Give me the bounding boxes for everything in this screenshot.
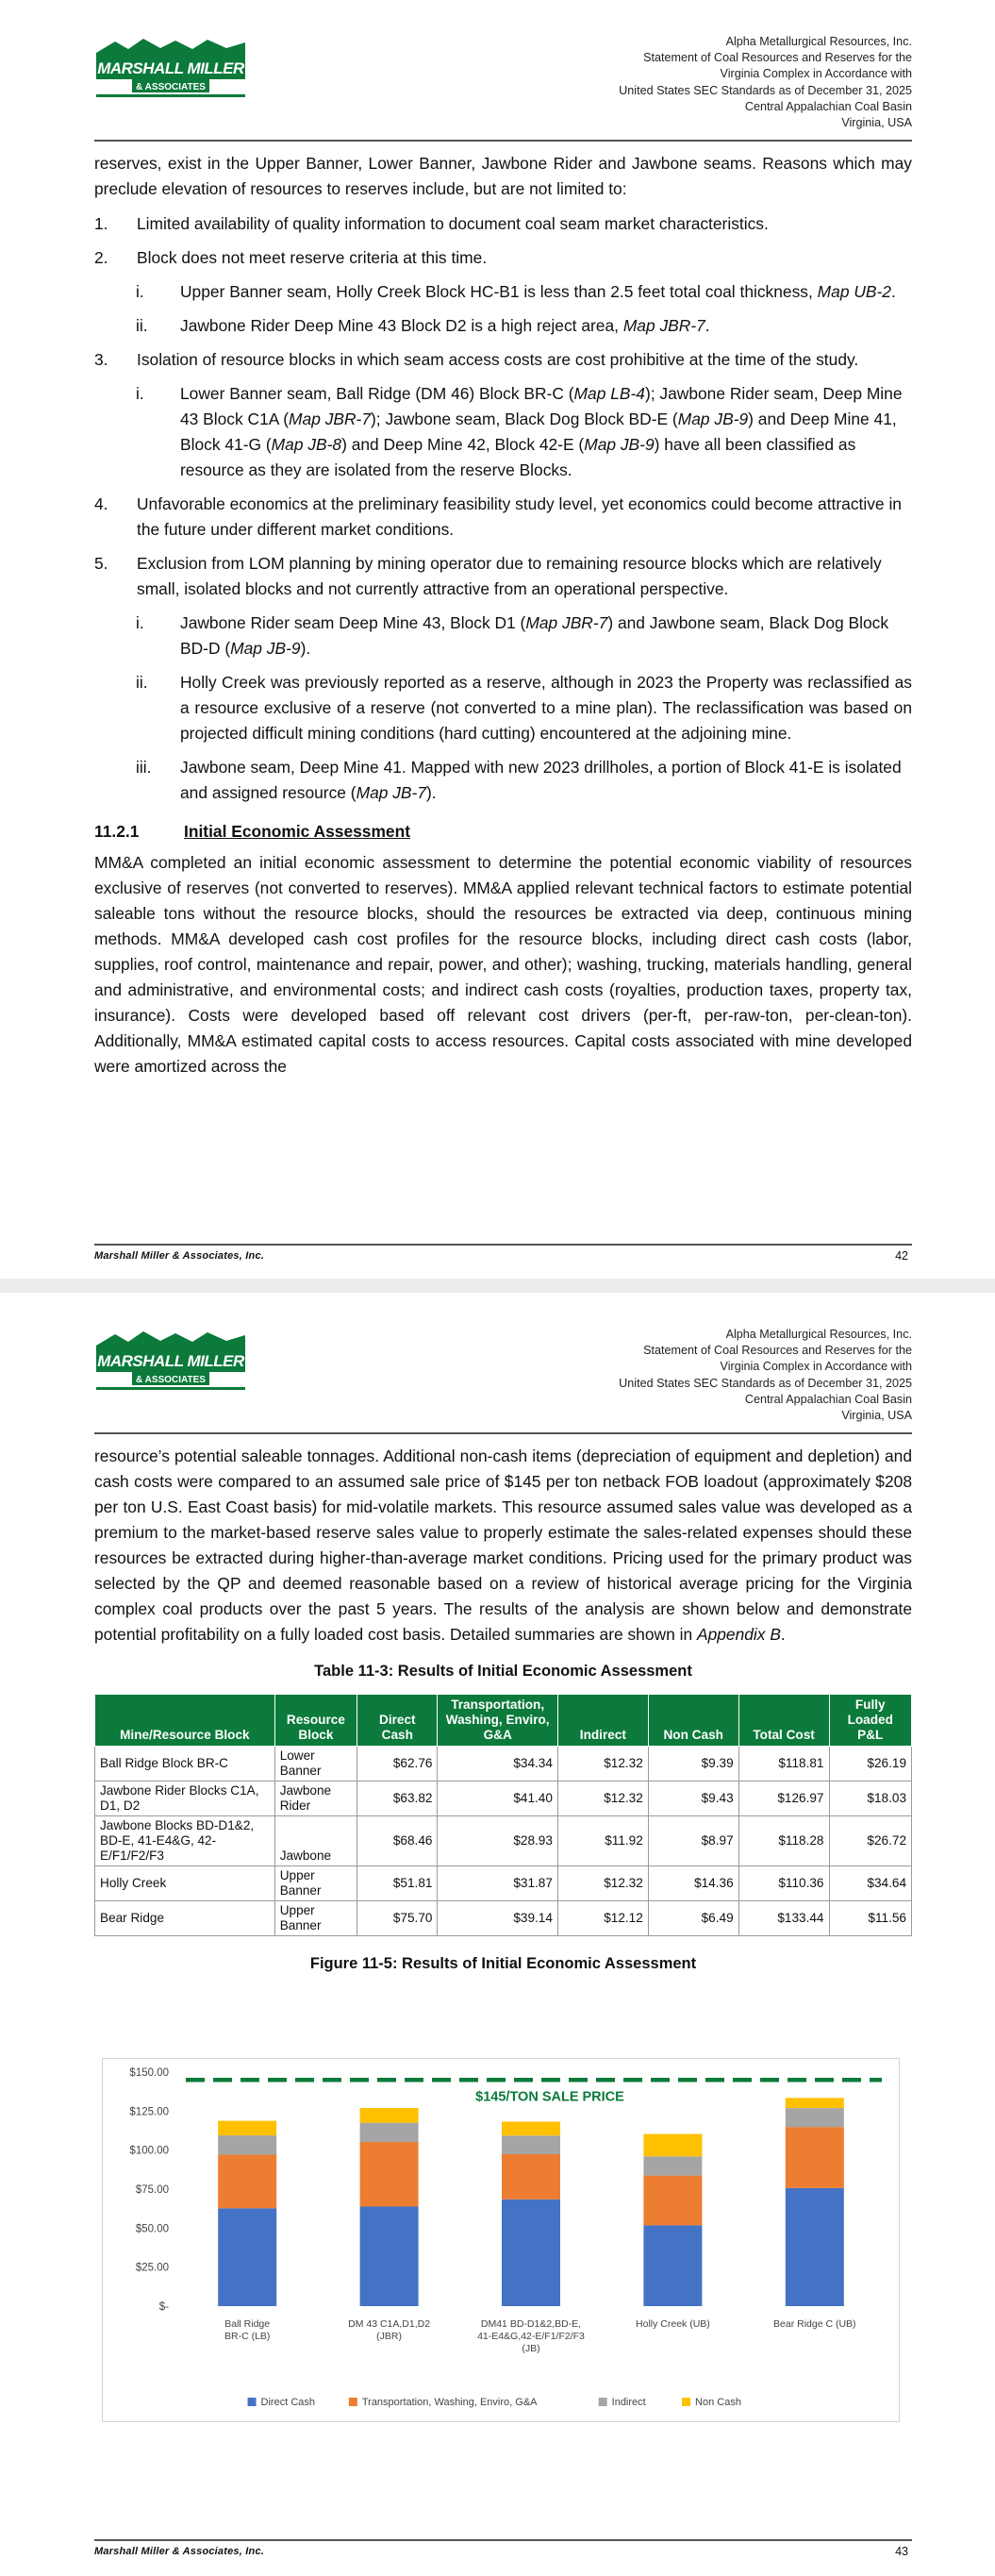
intro-paragraph: reserves, exist in the Upper Banner, Lower Banner, Jawbone Rider and Jawbone seams. Reasons which may preclude elevation of resources to reserves include, but are not limited to: xyxy=(94,154,912,198)
header-line-5: Central Appalachian Coal Basin xyxy=(744,1392,912,1406)
map-reference: Map JBR-7 xyxy=(289,410,372,428)
table-cell: $9.39 xyxy=(648,1747,738,1781)
bar-segment-non-cash xyxy=(786,2098,844,2108)
bar-segment-transportation-washing-enviro-g-a xyxy=(218,2154,276,2208)
company-logo xyxy=(94,36,247,104)
list-number: 1. xyxy=(94,214,108,233)
table-cell: $68.46 xyxy=(357,1816,438,1866)
table-cell: Jawbone Blocks BD-D1&2, BD-E, 41-E4&G, 42-E/F1/F2/F3 xyxy=(95,1816,275,1866)
table-row xyxy=(95,1866,912,1901)
x-tick-label: BR-C (LB) xyxy=(224,2331,271,2342)
punctuation: . xyxy=(705,316,710,335)
table-cell: $9.43 xyxy=(648,1781,738,1816)
table-cell: Ball Ridge Block BR-C xyxy=(95,1747,275,1781)
table-cell: Lower Banner xyxy=(274,1747,357,1781)
list-item-4 xyxy=(94,492,912,543)
column-header: Indirect xyxy=(557,1695,648,1747)
table-cell: $12.32 xyxy=(557,1866,648,1901)
footer-divider xyxy=(94,2539,912,2541)
stacked-bar-chart xyxy=(103,2059,899,2421)
x-tick-label: 41-E4&G,42-E/F1/F2/F3 xyxy=(477,2331,585,2342)
bar-segment-direct-cash xyxy=(502,2200,560,2306)
svg-text:MARSHALL MILLER: MARSHALL MILLER xyxy=(97,59,244,77)
table-cell: $110.36 xyxy=(738,1866,829,1901)
header-divider xyxy=(94,1432,912,1434)
table-cell: $18.03 xyxy=(829,1781,912,1816)
bar-segment-indirect xyxy=(360,2123,419,2142)
list-number: 3. xyxy=(94,350,108,369)
table-caption: Table 11-3: Results of Initial Economic Assessment xyxy=(314,1663,692,1680)
bar-segment-non-cash xyxy=(643,2134,702,2157)
punctuation: . xyxy=(890,282,896,301)
column-header: Non Cash xyxy=(648,1695,738,1747)
section-heading xyxy=(94,819,912,845)
map-reference: Map JB-7 xyxy=(356,783,426,802)
list-number: 2. xyxy=(94,248,108,267)
list-number: i. xyxy=(136,282,144,301)
list-item-3-i xyxy=(94,381,912,483)
section-number: 11.2.1 xyxy=(94,822,140,841)
table-cell: Upper Banner xyxy=(274,1901,357,1936)
list-item-5-iii xyxy=(94,755,912,806)
bar-segment-indirect xyxy=(502,2135,560,2154)
map-reference: Map JB-9 xyxy=(677,410,749,428)
y-tick-label: $125.00 xyxy=(129,2106,169,2118)
table-cell: $28.93 xyxy=(438,1816,557,1866)
map-reference: Map JB-9 xyxy=(584,435,655,454)
sale-price-label: $145/TON SALE PRICE xyxy=(475,2089,624,2105)
table-cell: $12.32 xyxy=(557,1781,648,1816)
bar-segment-non-cash xyxy=(218,2121,276,2136)
table-cell: $39.14 xyxy=(438,1901,557,1936)
table-row xyxy=(95,1781,912,1816)
list-text: Block does not meet reserve criteria at this time. xyxy=(137,248,488,267)
legend-label: Transportation, Washing, Enviro, G&A xyxy=(361,2397,538,2408)
table-cell: $6.49 xyxy=(648,1901,738,1936)
bar-segment-non-cash xyxy=(360,2108,419,2123)
list-number: i. xyxy=(136,613,144,632)
legend-label: Indirect xyxy=(611,2397,646,2408)
list-text: ). xyxy=(426,783,437,802)
table-cell: Bear Ridge xyxy=(95,1901,275,1936)
page-42-body xyxy=(94,151,912,1089)
legend-label: Direct Cash xyxy=(260,2397,316,2408)
bar-segment-direct-cash xyxy=(643,2225,702,2306)
list-text: Jawbone seam, Deep Mine 41. Mapped with new 2023 drillholes, a portion of Block 41-E is isolated and assigned resource ( xyxy=(180,758,902,802)
page-43-body xyxy=(94,1444,912,1986)
paragraph-text: resource’s potential saleable tonnages. Additional non-cash items (depreciation of equipment and depletion) and cash costs were compared to an assumed sale price of $145 per ton netback FOB loadout (approximately $208 per ton U.S. East Coast basis) for mid-volatile markets. This resource assumed sales value was developed as a premium to the market-based reserve sales value to properly estimate the sales-related expenses should these resources be extracted during higher-than-average market conditions. Pricing used for the primary product was selected by the QP and deemed reasonable based on a review of historical average pricing for the Virginia complex coal products over the past 5 years. The results of the analysis are shown below and demonstrate potential profitability on a fully loaded cost basis. Detailed summaries are shown in xyxy=(94,1447,912,1644)
list-number: 5. xyxy=(94,554,108,573)
svg-text:& ASSOCIATES: & ASSOCIATES xyxy=(136,1375,206,1385)
column-header: Total Cost xyxy=(738,1695,829,1747)
header-line-5: Central Appalachian Coal Basin xyxy=(744,99,912,113)
table-cell: Jawbone xyxy=(274,1816,357,1866)
header-line-4: United States SEC Standards as of December 31, 2025 xyxy=(619,83,912,97)
y-tick-label: $100.00 xyxy=(129,2145,169,2157)
page-43 xyxy=(0,1293,995,2576)
table-cell: $26.72 xyxy=(829,1816,912,1866)
table-cell: $62.76 xyxy=(357,1747,438,1781)
punctuation: . xyxy=(780,1625,786,1644)
list-item-5 xyxy=(94,551,912,602)
map-reference: Map JBR-7 xyxy=(525,613,608,632)
list-text: Jawbone Rider seam Deep Mine 43, Block D1 ( xyxy=(180,613,526,632)
list-text: Lower Banner seam, Ball Ridge (DM 46) Block BR-C ( xyxy=(180,384,574,403)
table-cell: Upper Banner xyxy=(274,1866,357,1901)
list-item-2-ii xyxy=(94,313,912,339)
table-row xyxy=(95,1747,912,1781)
table-cell: $133.44 xyxy=(738,1901,829,1936)
map-reference: Map JB-8 xyxy=(271,435,342,454)
header-line-2: Statement of Coal Resources and Reserves for the xyxy=(643,1344,912,1358)
header-line-6: Virginia, USA xyxy=(841,116,912,130)
column-header: Mine/Resource Block xyxy=(95,1695,275,1747)
header-company: Alpha Metallurgical Resources, Inc. xyxy=(725,35,912,48)
column-header: Fully Loaded P&L xyxy=(829,1695,912,1747)
bar-segment-direct-cash xyxy=(360,2206,419,2306)
page-number: 42 xyxy=(895,1249,908,1263)
table-cell: $34.64 xyxy=(829,1866,912,1901)
bar-segment-direct-cash xyxy=(786,2188,844,2306)
map-reference: Map JB-9 xyxy=(230,639,301,658)
list-text: ). xyxy=(300,639,311,658)
x-tick-label: Ball Ridge xyxy=(224,2318,271,2330)
bar-segment-indirect xyxy=(786,2108,844,2127)
list-number: iii. xyxy=(136,758,152,777)
header-line-2: Statement of Coal Resources and Reserves for the xyxy=(643,51,912,65)
table-cell: Holly Creek xyxy=(95,1866,275,1901)
list-number: ii. xyxy=(136,673,148,692)
body-paragraph xyxy=(94,1444,912,1648)
legend-label: Non Cash xyxy=(695,2397,741,2408)
bar-segment-transportation-washing-enviro-g-a xyxy=(360,2142,419,2206)
list-text: ); Jawbone seam, Black Dog Block BD-E ( xyxy=(371,410,678,428)
x-tick-label: DM41 BD-D1&2,BD-E, xyxy=(480,2318,582,2330)
list-text: Limited availability of quality information to document coal seam market characteristics. xyxy=(137,214,769,233)
bar-segment-indirect xyxy=(218,2135,276,2154)
x-tick-label: (JB) xyxy=(522,2343,540,2354)
appendix-reference: Appendix B xyxy=(696,1625,781,1644)
table-cell: $34.34 xyxy=(438,1747,557,1781)
table-cell: Jawbone Rider Blocks C1A, D1, D2 xyxy=(95,1781,275,1816)
header-company: Alpha Metallurgical Resources, Inc. xyxy=(725,1328,912,1341)
y-tick-label: $50.00 xyxy=(135,2223,169,2235)
y-tick-label: $150.00 xyxy=(129,2067,169,2079)
table-cell: $8.97 xyxy=(648,1816,738,1866)
table-cell: $11.92 xyxy=(557,1816,648,1866)
table-cell: $26.19 xyxy=(829,1747,912,1781)
page-42 xyxy=(0,0,995,1279)
table-cell: $41.40 xyxy=(438,1781,557,1816)
table-cell: $118.81 xyxy=(738,1747,829,1781)
column-header: Direct Cash xyxy=(357,1695,438,1747)
header-line-3: Virginia Complex in Accordance with xyxy=(720,1360,912,1374)
table-cell: $51.81 xyxy=(357,1866,438,1901)
footer-divider xyxy=(94,1244,912,1246)
header-divider xyxy=(94,140,912,142)
section-title: Initial Economic Assessment xyxy=(184,822,411,841)
table-cell: $11.56 xyxy=(829,1901,912,1936)
list-text: ) and Deep Mine 42, Block 42-E ( xyxy=(341,435,585,454)
list-text: ) and Deep Mine 41, Block 41-G ( xyxy=(180,410,897,454)
legend-swatch xyxy=(599,2398,607,2406)
list-item-5-i xyxy=(94,611,912,661)
list-text: Unfavorable economics at the preliminary feasibility study level, yet economics could become attractive in the future under different market conditions. xyxy=(137,494,902,539)
column-header: Transportation, Washing, Enviro, G&A xyxy=(438,1695,557,1747)
header-line-3: Virginia Complex in Accordance with xyxy=(720,67,912,81)
bar-segment-transportation-washing-enviro-g-a xyxy=(643,2176,702,2226)
map-reference: Map LB-4 xyxy=(573,384,645,403)
list-text: ) and Jawbone seam, Black Dog Block BD-D ( xyxy=(180,613,889,658)
bar-segment-indirect xyxy=(643,2156,702,2175)
body-paragraph: MM&A completed an initial economic assessment to determine the potential economic viability of resources exclusive of reserves (not converted to reserves). MM&A applied relevant technical factors to estimate potential saleable tons without the resource blocks, should the resources be extracted via deep, continuous mining methods. MM&A developed cash cost profiles for the resource blocks, including direct cash costs (labor, supplies, roof control, maintenance and repair, power, and other); washing, trucking, materials handling, general and administrative, and environmental costs; and indirect cash costs (royalties, production taxes, property tax, insurance). Costs were developed based off relevant cost drivers (per-ft, per-raw-ton, per-clean-ton). Additionally, MM&A estimated capital costs to access resources. Capital costs associated with mine developed were amortized across the xyxy=(94,853,912,1076)
stacked-bar-chart-container xyxy=(102,2058,900,2422)
y-tick-label: $75.00 xyxy=(135,2184,169,2196)
table-cell: $14.36 xyxy=(648,1866,738,1901)
y-tick-label: $- xyxy=(158,2301,169,2313)
table-row xyxy=(95,1816,912,1866)
bar-segment-transportation-washing-enviro-g-a xyxy=(786,2127,844,2188)
document-header xyxy=(422,1327,912,1424)
x-tick-label: (JBR) xyxy=(376,2331,403,2342)
company-logo xyxy=(94,1329,247,1397)
x-tick-label: DM 43 C1A,D1,D2 xyxy=(348,2318,431,2330)
bar-segment-transportation-washing-enviro-g-a xyxy=(502,2154,560,2200)
list-text: ) have all been classified as resource as they are isolated from the reserve Blocks. xyxy=(180,435,856,479)
footer-company: Marshall Miller & Associates, Inc. xyxy=(94,1250,265,1262)
legend-swatch xyxy=(349,2398,357,2406)
list-number: ii. xyxy=(136,316,148,335)
table-header-row xyxy=(95,1695,912,1747)
list-item-1 xyxy=(94,211,912,237)
x-tick-label: Holly Creek (UB) xyxy=(636,2318,710,2330)
page-number: 43 xyxy=(895,2545,908,2558)
figure-caption: Figure 11-5: Results of Initial Economic Assessment xyxy=(309,1955,697,1972)
list-text: ); Jawbone Rider seam, Deep Mine 43 Block C1A ( xyxy=(180,384,903,428)
list-item-3 xyxy=(94,347,912,373)
table-cell: $12.12 xyxy=(557,1901,648,1936)
table-cell: $63.82 xyxy=(357,1781,438,1816)
list-number: 4. xyxy=(94,494,108,513)
list-text: Jawbone Rider Deep Mine 43 Block D2 is a high reject area, xyxy=(180,316,619,335)
footer-company: Marshall Miller & Associates, Inc. xyxy=(94,2546,265,2557)
economic-assessment-table xyxy=(94,1694,912,1936)
x-tick-label: Bear Ridge C (UB) xyxy=(773,2318,856,2330)
list-item-2-i xyxy=(94,279,912,305)
list-text: Upper Banner seam, Holly Creek Block HC-B1 is less than 2.5 feet total coal thickness, xyxy=(180,282,813,301)
list-number: i. xyxy=(136,384,144,403)
list-text: Holly Creek was previously reported as a reserve, although in 2023 the Property was reclassified as a resource exclusive of a reserve (not converted to a mine plan). The reclassification was based on projected difficult mining conditions (hard cutting) encountered at the adjoining mine. xyxy=(180,673,912,743)
header-line-4: United States SEC Standards as of December 31, 2025 xyxy=(619,1376,912,1390)
table-cell: $118.28 xyxy=(738,1816,829,1866)
list-item-2 xyxy=(94,245,912,271)
table-cell: $75.70 xyxy=(357,1901,438,1936)
list-text: Isolation of resource blocks in which seam access costs are cost prohibitive at the time of the study. xyxy=(137,350,859,369)
document-header xyxy=(422,34,912,131)
bar-segment-non-cash xyxy=(502,2121,560,2135)
map-reference: Map JBR-7 xyxy=(622,316,705,335)
legend-swatch xyxy=(248,2398,257,2406)
bar-segment-direct-cash xyxy=(218,2208,276,2306)
map-reference: Map UB-2 xyxy=(817,282,891,301)
table-row xyxy=(95,1901,912,1936)
table-cell: $12.32 xyxy=(557,1747,648,1781)
list-item-5-ii xyxy=(94,670,912,746)
svg-text:& ASSOCIATES: & ASSOCIATES xyxy=(136,82,206,92)
header-line-6: Virginia, USA xyxy=(841,1409,912,1423)
column-header: Resource Block xyxy=(274,1695,357,1747)
table-cell: $126.97 xyxy=(738,1781,829,1816)
table-cell: Jawbone Rider xyxy=(274,1781,357,1816)
svg-text:MARSHALL MILLER: MARSHALL MILLER xyxy=(97,1352,244,1370)
legend-swatch xyxy=(682,2398,690,2406)
list-text: Exclusion from LOM planning by mining operator due to remaining resource blocks which are relatively small, isolated blocks and not currently attractive from an operational perspective. xyxy=(137,554,882,598)
table-cell: $31.87 xyxy=(438,1866,557,1901)
y-tick-label: $25.00 xyxy=(135,2262,169,2274)
